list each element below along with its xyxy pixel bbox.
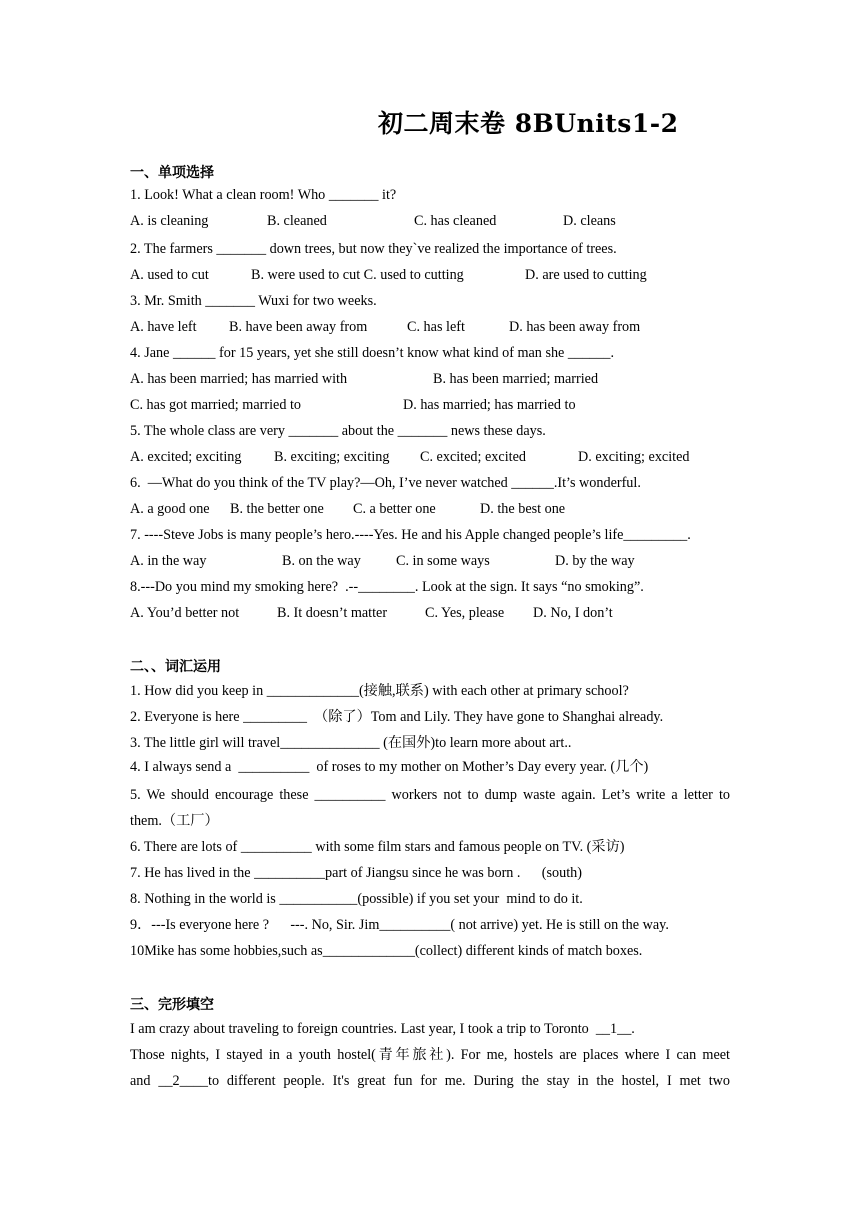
question-5: 5. The whole class are very _______ about the _______ news these days. bbox=[130, 423, 546, 439]
q4-option-c: C. has got married; married to bbox=[130, 397, 301, 413]
q5-option-d: D. exciting; excited bbox=[578, 449, 690, 465]
section-heading-cloze: 三、完形填空 bbox=[130, 997, 214, 1013]
q7-option-a: A. in the way bbox=[130, 553, 207, 569]
q8-option-a: A. You’d better not bbox=[130, 605, 240, 621]
vocab-item-3: 3. The little girl will travel______________ (在国外)to learn more about art.. bbox=[130, 735, 572, 751]
vocab-item-10: 10Mike has some hobbies,such as_____________(collect) different kinds of match boxes. bbox=[130, 943, 643, 959]
q8-option-d: D. No, I don’t bbox=[533, 605, 613, 621]
section-heading-single-choice: 一、单项选择 bbox=[130, 165, 214, 181]
q2-option-bc: B. were used to cut C. used to cutting bbox=[251, 267, 464, 283]
question-6: 6. —What do you think of the TV play?—Oh, I’ve never watched ______.It’s wonderful. bbox=[130, 475, 641, 491]
question-3: 3. Mr. Smith _______ Wuxi for two weeks. bbox=[130, 293, 377, 309]
section-heading-vocabulary: 二、、词汇运用 bbox=[130, 659, 221, 675]
q8-option-b: B. It doesn’t matter bbox=[277, 605, 388, 621]
vocab-item-7: 7. He has lived in the __________part of Jiangsu since he was born . (south) bbox=[130, 865, 582, 881]
q7-option-c: C. in some ways bbox=[396, 553, 490, 569]
q5-option-c: C. excited; excited bbox=[420, 449, 526, 465]
q5-option-a: A. excited; exciting bbox=[130, 449, 242, 465]
vocab-item-5: 5. We should encourage these __________ workers not to dump waste again. Let’s write a letter to bbox=[130, 787, 730, 803]
q3-option-a: A. have left bbox=[130, 319, 197, 335]
question-2: 2. The farmers _______ down trees, but now they`ve realized the importance of trees. bbox=[130, 241, 617, 257]
q5-option-b: B. exciting; exciting bbox=[274, 449, 390, 465]
page-title: 初二周末卷 8BUnits1-2 bbox=[378, 109, 679, 138]
q1-option-a: A. is cleaning bbox=[130, 213, 209, 229]
cloze-line-1: I am crazy about traveling to foreign countries. Last year, I took a trip to Toronto __1__. bbox=[130, 1021, 635, 1037]
q4-option-a: A. has been married; has married with bbox=[130, 371, 348, 387]
question-8: 8.---Do you mind my smoking here? .--________. Look at the sign. It says “no smoking”. bbox=[130, 579, 644, 595]
q3-option-b: B. have been away from bbox=[229, 319, 368, 335]
question-1: 1. Look! What a clean room! Who _______ it? bbox=[130, 187, 397, 203]
q3-option-d: D. has been away from bbox=[509, 319, 641, 335]
q1-option-d: D. cleans bbox=[563, 213, 616, 229]
vocab-item-5-continued: them.（工厂） bbox=[130, 813, 219, 829]
cloze-line-2: Those nights, I stayed in a youth hostel(青年旅社). For me, hostels are places where I can meet bbox=[130, 1047, 730, 1063]
vocab-item-2: 2. Everyone is here _________ （除了）Tom and Lily. They have gone to Shanghai already. bbox=[130, 709, 664, 725]
q6-option-d: D. the best one bbox=[480, 501, 566, 517]
q6-option-a: A. a good one bbox=[130, 501, 210, 517]
question-4: 4. Jane ______ for 15 years, yet she still doesn’t know what kind of man she ______. bbox=[130, 345, 615, 361]
q7-option-b: B. on the way bbox=[282, 553, 361, 569]
q6-option-c: C. a better one bbox=[353, 501, 436, 517]
q6-option-b: B. the better one bbox=[230, 501, 324, 517]
q1-option-b: B. cleaned bbox=[267, 213, 327, 229]
vocab-item-4: 4. I always send a __________ of roses to my mother on Mother’s Day every year. (几个) bbox=[130, 759, 649, 775]
vocab-item-8: 8. Nothing in the world is ___________(possible) if you set your mind to do it. bbox=[130, 891, 583, 907]
q8-option-c: C. Yes, please bbox=[425, 605, 505, 621]
q4-option-b: B. has been married; married bbox=[433, 371, 599, 387]
vocab-item-1: 1. How did you keep in _____________(接触,联系) with each other at primary school? bbox=[130, 683, 629, 699]
q1-option-c: C. has cleaned bbox=[414, 213, 497, 229]
question-7: 7. ----Steve Jobs is many people’s hero.----Yes. He and his Apple changed people’s life_________. bbox=[130, 527, 691, 543]
q3-option-c: C. has left bbox=[407, 319, 465, 335]
q7-option-d: D. by the way bbox=[555, 553, 635, 569]
vocab-item-6: 6. There are lots of __________ with some film stars and famous people on TV. (采访) bbox=[130, 839, 625, 855]
q4-option-d: D. has married; has married to bbox=[403, 397, 576, 413]
vocab-item-9: 9．---Is everyone here ? ---. No, Sir. Jim__________( not arrive) yet. He is still on the way. bbox=[130, 917, 669, 933]
q2-option-d: D. are used to cutting bbox=[525, 267, 647, 283]
q2-option-a: A. used to cut bbox=[130, 267, 209, 283]
cloze-line-3: and __2____to different people. It's great fun for me. During the stay in the hostel, I met two bbox=[130, 1073, 730, 1089]
